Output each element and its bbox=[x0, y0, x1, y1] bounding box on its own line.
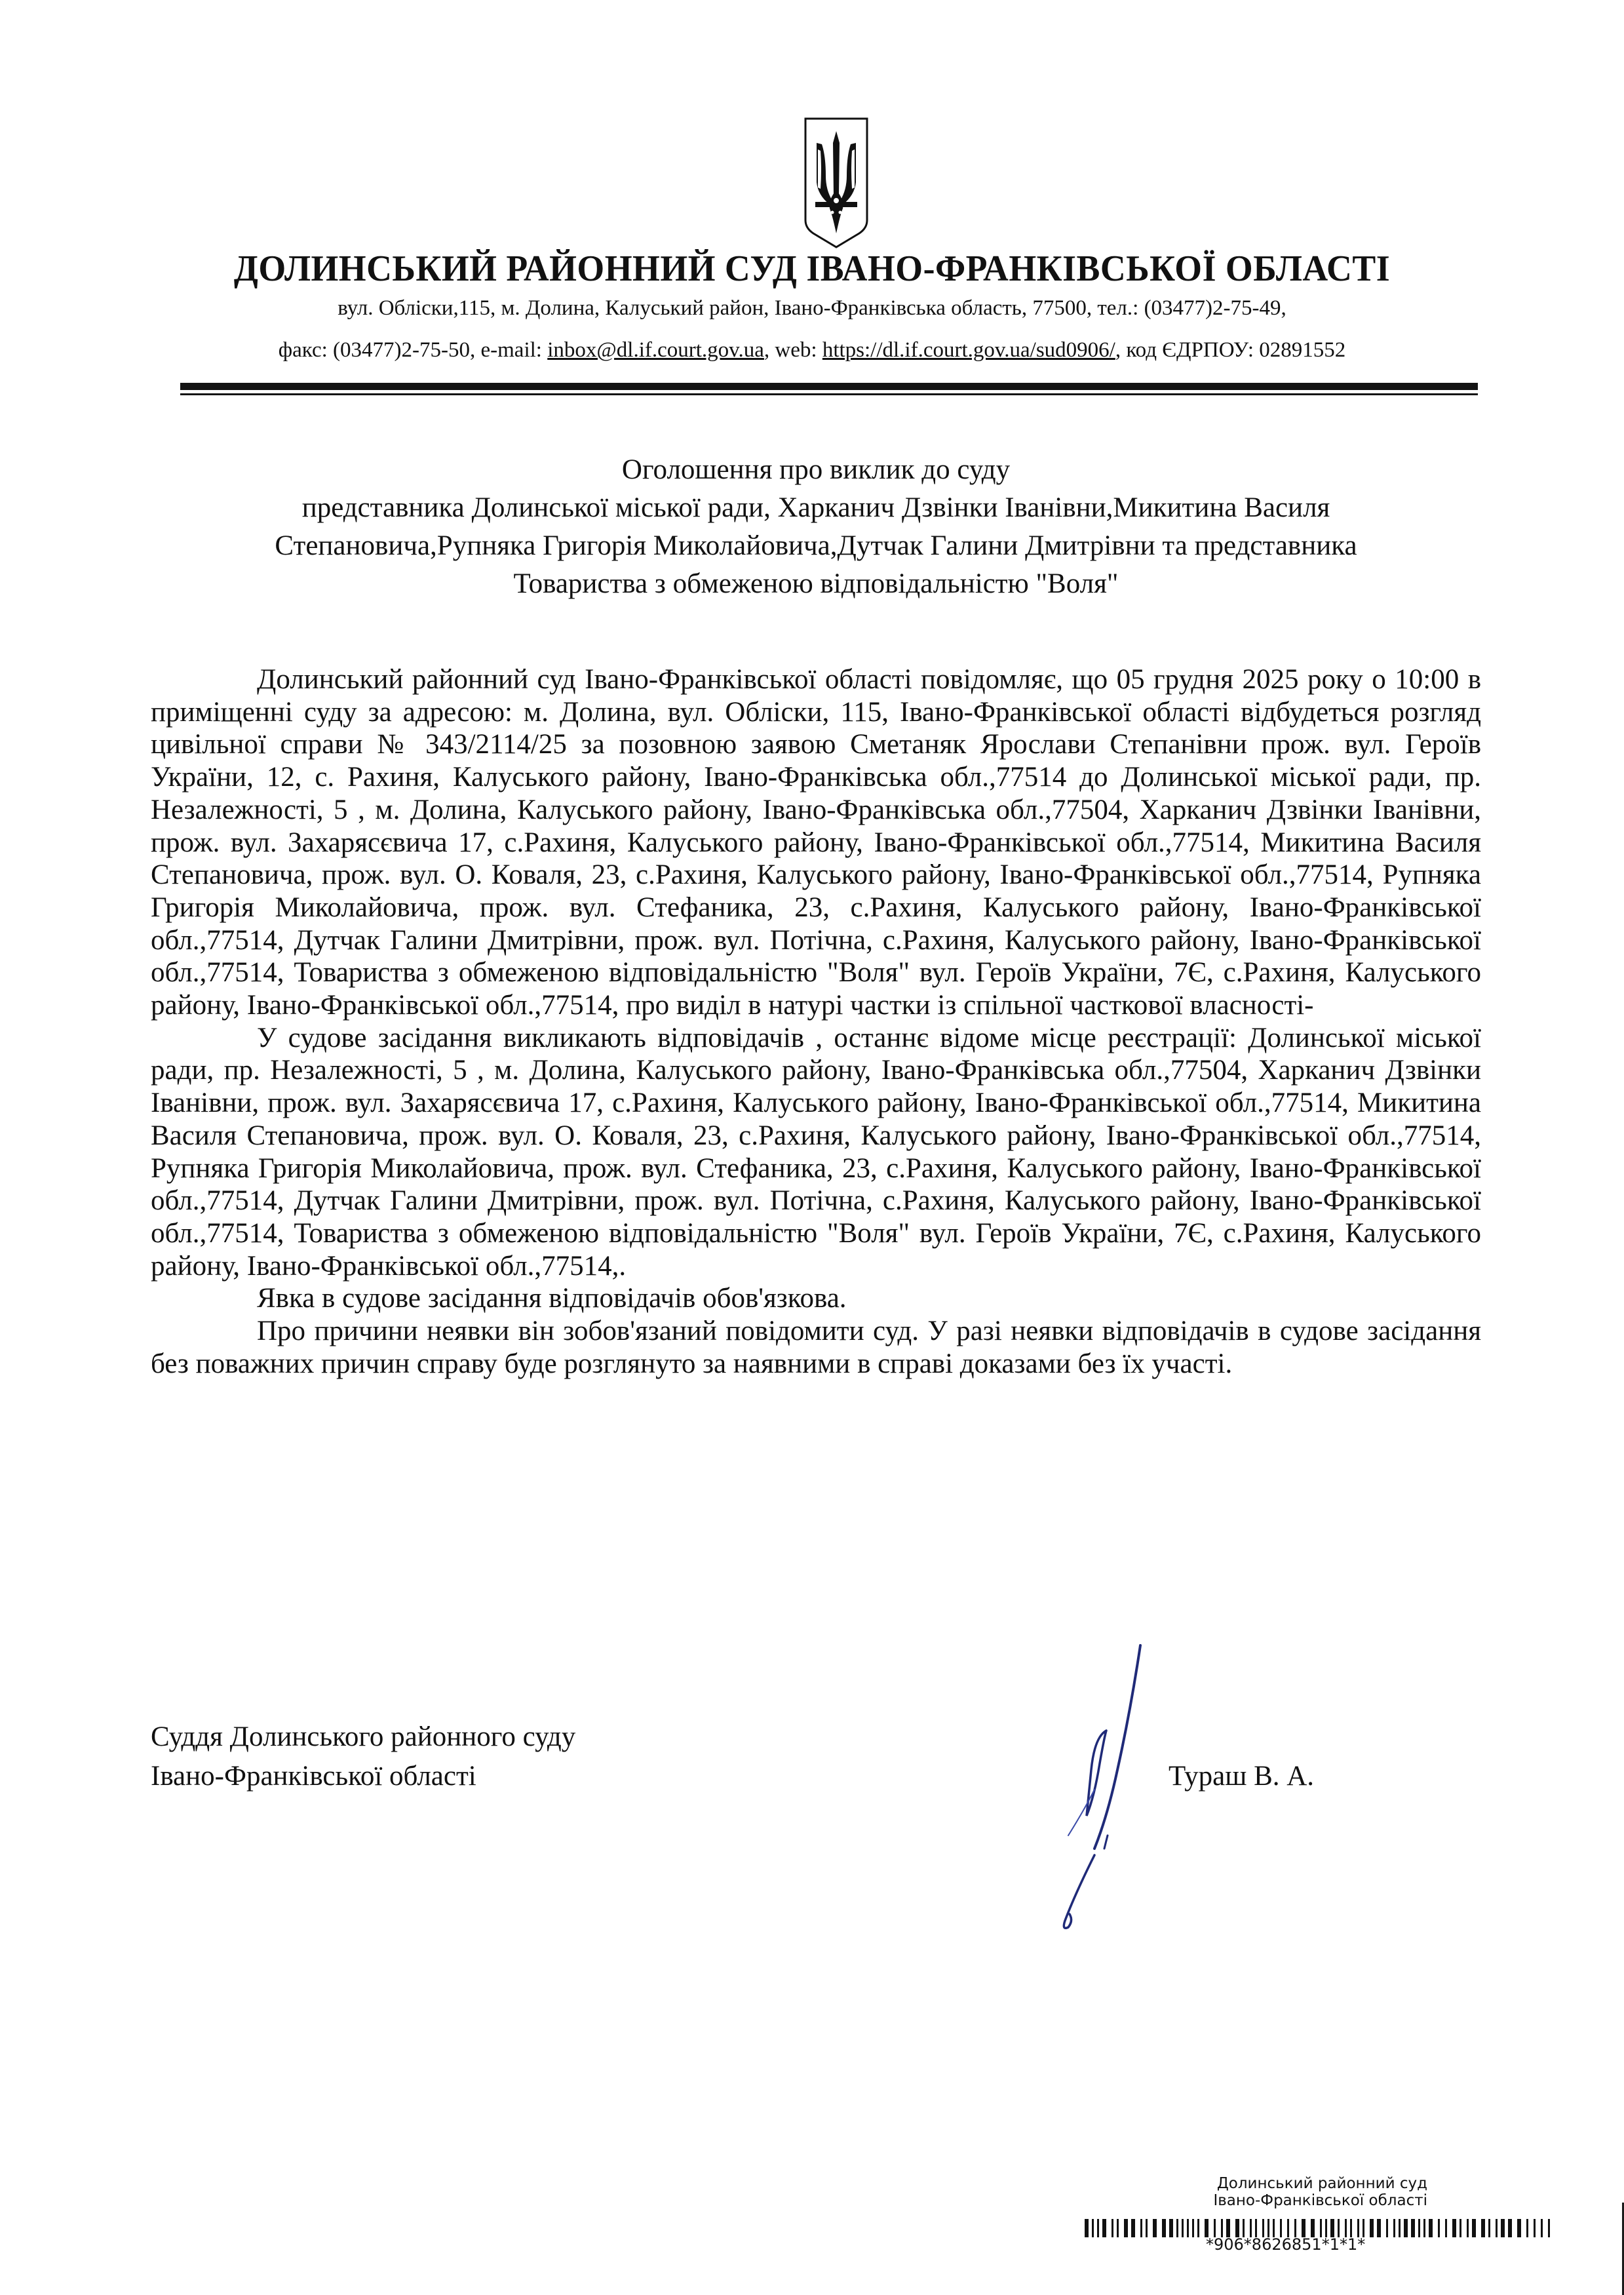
handwritten-signature bbox=[996, 1639, 1193, 1940]
fax-label: факс: (03477)2-75-50, e-mail: bbox=[278, 338, 548, 362]
stamp-court-region: Івано-Франківської області bbox=[1213, 2192, 1427, 2209]
barcode-bar bbox=[1338, 2219, 1340, 2237]
judge-position bbox=[151, 1717, 575, 1796]
barcode-bar bbox=[1140, 2219, 1142, 2237]
barcode-bar bbox=[1235, 2219, 1239, 2237]
announcement-body bbox=[151, 663, 1481, 1380]
barcode-bar bbox=[1287, 2219, 1289, 2237]
document-barcode bbox=[1085, 2219, 1553, 2237]
barcode-bar bbox=[1092, 2219, 1094, 2237]
barcode-bar bbox=[1273, 2219, 1275, 2237]
body-paragraph-absence-consequences: Про причини неявки він зобов'язаний повідомити суд. У разі неявки відповідачів в судове засідання без поважних причин справу буде розглянуто за наявними в справі доказами без їх участі. bbox=[151, 1316, 1481, 1379]
barcode-bar bbox=[1255, 2219, 1257, 2237]
court-contacts bbox=[0, 338, 1624, 363]
barcode-bar bbox=[1320, 2219, 1322, 2237]
barcode-bar bbox=[1153, 2219, 1157, 2237]
barcode-bar bbox=[1330, 2219, 1334, 2237]
barcode-bar bbox=[1460, 2219, 1461, 2237]
announcement-title-line: представника Долинської міської ради, Харканич Дзвінки Іванівни,Микитина Василя bbox=[301, 492, 1330, 523]
barcode-bar bbox=[1452, 2219, 1456, 2237]
barcode-bar bbox=[1214, 2219, 1216, 2237]
court-name-heading: ДОЛИНСЬКИЙ РАЙОННИЙ СУД ІВАНО-ФРАНКІВСЬКОЇ ОБЛАСТІ bbox=[233, 248, 1391, 289]
barcode-bar bbox=[1124, 2219, 1128, 2237]
barcode-bar bbox=[1404, 2219, 1408, 2237]
website-link[interactable]: https://dl.if.court.gov.ua/sud0906/ bbox=[822, 338, 1115, 362]
barcode-bar bbox=[1221, 2219, 1223, 2237]
barcode-bar bbox=[1429, 2219, 1433, 2237]
announcement-title-line: Товариства з обмеженою відповідальністю "Воля" bbox=[513, 568, 1119, 599]
barcode-bar bbox=[1311, 2219, 1315, 2237]
judge-position-line: Суддя Долинського районного суду bbox=[151, 1721, 576, 1752]
web-label: , web: bbox=[764, 338, 822, 362]
barcode-bar bbox=[1162, 2219, 1166, 2237]
barcode-bar bbox=[1496, 2219, 1498, 2237]
barcode-bar bbox=[1192, 2219, 1194, 2237]
letterhead-divider-thin bbox=[180, 393, 1478, 395]
barcode-bar bbox=[1250, 2219, 1252, 2237]
barcode-bar bbox=[1377, 2219, 1381, 2237]
barcode-bar bbox=[1548, 2219, 1550, 2237]
announcement-title bbox=[151, 451, 1481, 603]
barcode-bar bbox=[1146, 2219, 1148, 2237]
barcode-bar bbox=[1386, 2219, 1388, 2237]
barcode-bar bbox=[1302, 2219, 1305, 2237]
barcode-bar bbox=[1517, 2219, 1521, 2237]
barcode-bar bbox=[1488, 2219, 1490, 2237]
barcode-bar bbox=[1418, 2219, 1420, 2237]
barcode-bar bbox=[1481, 2219, 1485, 2237]
announcement-title-line: Степановича,Рупняка Григорія Миколайовича,Дутчак Галини Дмитрівни та представника bbox=[275, 530, 1357, 561]
barcode-bar bbox=[1472, 2219, 1476, 2237]
barcode-bar bbox=[1357, 2219, 1359, 2237]
barcode-bar bbox=[1117, 2219, 1119, 2237]
court-address: вул. Обліски,115, м. Долина, Калуський район, Івано-Франківська область, 77500, тел.: (03477)2-75-49, bbox=[338, 296, 1286, 320]
body-paragraph-hearing-notice: Долинський районний суд Івано-Франківської області повідомляє, що 05 грудня 2025 року о 10:00 в приміщенні суду за адресою: м. Долина, вул. Обліски, 115, Івано-Франківської області відбудеться розгляд цивільної справи № 343/2114/25 за позовною заявою Сметаняк Ярослави Степанівни прож. вул. Героїв України, 12, с. Рахиня, Калуського району, Івано-Франківська обл.,77514 до Долинської міської ради, пр. Незалежності, 5 , м. Долина, Калуського району, Івано-Франківська обл.,77504, Харканич Дзвінки Іванівни, прож. вул. Захарясєвича 17, с.Рахиня, Калуського району, Івано-Франківської обл.,77514, Микитина Василя Степановича, прож. вул. О. Коваля, 23, с.Рахиня, Калуського району, Івано-Франківської обл.,77514, Рупняка Григорія Миколайовича, прож. вул. Стефаника, 23, с.Рахиня, Калуського району, Івано-Франківської обл.,77514, Дутчак Галини Дмитрівни, прож. вул. Потічна, с.Рахиня, Калуського району, Івано-Франківської обл.,77514, Товариства з обмеженою відповідальністю "Воля" вул. Героїв України, 7Є, с.Рахиня, Калуського району, Івано-Франківської обл.,77514, про виділ в натурі частки із спільної часткової власності- bbox=[151, 664, 1481, 1021]
barcode-bar bbox=[1411, 2219, 1415, 2237]
barcode-bar bbox=[1112, 2219, 1113, 2237]
barcode-bar bbox=[1393, 2219, 1395, 2237]
barcode-bar bbox=[1541, 2219, 1543, 2237]
barcode-bar bbox=[1267, 2219, 1269, 2237]
barcode-bar bbox=[1262, 2219, 1264, 2237]
barcode-number: *906*8626851*1*1* bbox=[1206, 2235, 1366, 2254]
barcode-bar bbox=[1526, 2219, 1528, 2237]
barcode-bar bbox=[1102, 2219, 1106, 2237]
barcode-bar bbox=[1370, 2219, 1374, 2237]
barcode-bar bbox=[1176, 2219, 1178, 2237]
barcode-bar bbox=[1294, 2219, 1296, 2237]
barcode-bar bbox=[1097, 2219, 1099, 2237]
coat-of-arms-of-ukraine-icon bbox=[803, 117, 869, 249]
barcode-bar bbox=[1182, 2219, 1184, 2237]
barcode-bar bbox=[1280, 2219, 1282, 2237]
barcode-bar bbox=[1467, 2219, 1469, 2237]
barcode-bar bbox=[1085, 2219, 1089, 2237]
body-paragraph-defendants-summoned: У судове засідання викликають відповідачів , останнє відоме місце реєстрації: Долинської міської ради, пр. Незалежності, 5 , м. Долина, Калуського району, Івано-Франківська обл.,77504, Харканич Дзвінки Іванівни, прож. вул. Захарясєвича 17, с.Рахиня, Калуського району, Івано-Франківської обл.,77514, Микитина Василя Степановича, прож. вул. О. Коваля, 23, с.Рахиня, Калуського району, Івано-Франківської обл.,77514, Рупняка Григорія Миколайовича, прож. вул. Стефаника, 23, с.Рахиня, Калуського району, Івано-Франківської обл.,77514, Дутчак Галини Дмитрівни, прож. вул. Потічна, с.Рахиня, Калуського району, Івано-Франківської обл.,77514, Товариства з обмеженою відповідальністю "Воля" вул. Героїв України, 7Є, с.Рахиня, Калуського району, Івано-Франківської обл.,77514,. bbox=[151, 1022, 1481, 1282]
barcode-bar bbox=[1169, 2219, 1173, 2237]
barcode-bar bbox=[1243, 2219, 1245, 2237]
barcode-bar bbox=[1187, 2219, 1189, 2237]
barcode-bar bbox=[1345, 2219, 1347, 2237]
letterhead-divider-thick bbox=[180, 383, 1478, 390]
barcode-bar bbox=[1197, 2219, 1199, 2237]
barcode-bar bbox=[1438, 2219, 1440, 2237]
announcement-title-line: Оголошення про виклик до суду bbox=[621, 454, 1011, 485]
barcode-bar bbox=[1226, 2219, 1230, 2237]
barcode-bar bbox=[1423, 2219, 1425, 2237]
barcode-bar bbox=[1501, 2219, 1505, 2237]
judge-position-line: Івано-Франківської області bbox=[151, 1761, 476, 1792]
barcode-bar bbox=[1534, 2219, 1536, 2237]
barcode-bar bbox=[1131, 2219, 1135, 2237]
barcode-bar bbox=[1399, 2219, 1401, 2237]
barcode-bar bbox=[1205, 2219, 1208, 2237]
judge-name: Тураш В. А. bbox=[1169, 1761, 1315, 1792]
barcode-bar bbox=[1445, 2219, 1447, 2237]
body-paragraph-attendance-mandatory: Явка в судове засідання відповідачів обов'язкова. bbox=[257, 1283, 847, 1314]
email-link[interactable]: inbox@dl.if.court.gov.ua bbox=[547, 338, 764, 362]
barcode-bar bbox=[1325, 2219, 1327, 2237]
edrpou-code: , код ЄДРПОУ: 02891552 bbox=[1115, 338, 1346, 362]
barcode-bar bbox=[1350, 2219, 1352, 2237]
barcode-bar bbox=[1508, 2219, 1512, 2237]
barcode-bar bbox=[1363, 2219, 1364, 2237]
stamp-court-name: Долинський районний суд bbox=[1216, 2175, 1427, 2192]
